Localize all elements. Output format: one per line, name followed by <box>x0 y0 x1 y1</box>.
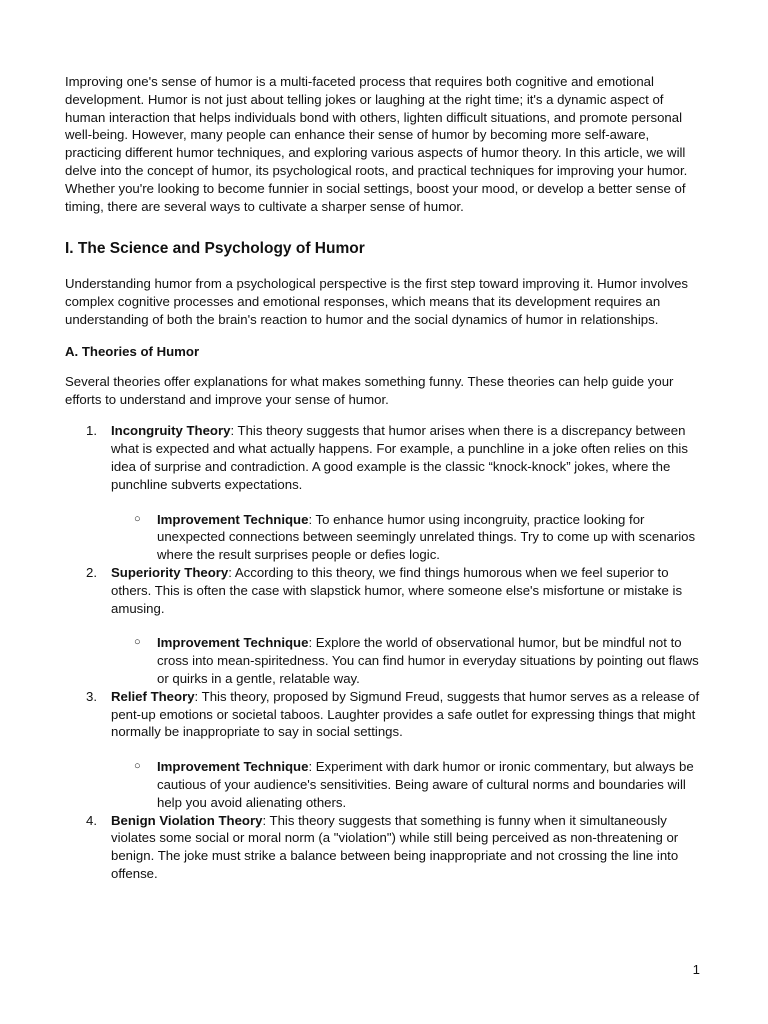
intro-paragraph: Improving one's sense of humor is a multi-faceted process that requires both cognitive and emotional development. Humor is not just about telling jokes or laughing at the right time; it's a dynamic aspect of human interaction that helps individuals bond with others, lighten difficult situations, and promote personal well-being. However, many people can enhance their sense of humor by becoming more self-aware, practicing different humor techniques, and exploring various aspects of humor theory. In this article, we will delve into the concept of humor, its psychological roots, and practical techniques for improving your humor. Whether you're looking to become funnier in social settings, boost your mood, or develop a better sense of timing, there are several ways to cultivate a sharper sense of humor. <box>65 74 688 214</box>
list-number: 1. <box>86 423 97 439</box>
bullet-icon: ○ <box>134 636 141 649</box>
improvement-tip: ○ Improvement Technique: Experiment with dark humor or ironic commentary, but always be cautious of your audience's sensitivities. Being aware of cultural norms and boundaries will help you avoid alienating others. <box>134 759 694 810</box>
bullet-icon: ○ <box>134 512 141 525</box>
subsection-heading: A. Theories of Humor <box>65 343 200 359</box>
theory-text: Benign Violation Theory: This theory suggests that something is funny when it simultaneously violates some social or moral norm (a "violation") while still being perceived as non-threatening or benign. The joke must strike a balance between being inappropriate and not crossing the line into offense. <box>111 812 679 881</box>
theory-text: Relief Theory: This theory, proposed by Sigmund Freud, suggests that humor serves as a release of pent-up emotions or societal taboos. Laughter provides a safe outlet for expressing things that might normally be inappropriate to say in social settings. <box>111 688 700 740</box>
improvement-tip: ○ Improvement Technique: Explore the world of observational humor, but be mindful not to cross into mean-spiritedness. You can find humor in everyday situations by pointing out flaws or quirks in a gentle, relatable way. <box>134 635 699 686</box>
subsection-paragraph: Several theories offer explanations for what makes something funny. These theories can help guide your efforts to understand and improve your sense of humor. <box>65 373 674 407</box>
list-item <box>65 564 705 688</box>
theory-text: Incongruity Theory: This theory suggests that humor arises when there is a discrepancy between what is expected and what actually happens. For example, a punchline in a joke often relies on this idea of surprise and contradiction. A good example is the classic “knock-knock” jokes, where the punchline subverts expectations. <box>111 423 688 492</box>
theory-text: Superiority Theory: According to this theory, we find things humorous when we feel superior to others. This is often the case with slapstick humor, where someone else's misfortune or mistake is amusing. <box>111 564 683 616</box>
theory-title: Incongruity Theory <box>111 423 231 439</box>
theory-title: Benign Violation Theory <box>111 812 263 828</box>
list-item <box>65 812 705 883</box>
section-heading: I. The Science and Psychology of Humor <box>65 240 365 258</box>
tip-label: Improvement Technique <box>157 759 309 775</box>
section-paragraph: Understanding humor from a psychological perspective is the first step toward improving it. Humor involves complex cognitive processes and emotional responses, which means that its development requires an understanding of both the brain's reaction to humor and the social dynamics of humor in relationships. <box>65 276 689 327</box>
list-number: 2. <box>86 564 97 580</box>
page-number: 1 <box>692 962 700 977</box>
theory-title: Superiority Theory <box>111 564 229 580</box>
list-item <box>65 688 705 812</box>
tip-label: Improvement Technique <box>157 511 309 527</box>
bullet-icon: ○ <box>134 760 141 773</box>
theory-title: Relief Theory <box>111 688 195 704</box>
document-page <box>65 73 705 883</box>
theories-list <box>65 422 705 882</box>
list-item <box>65 422 705 564</box>
list-number: 4. <box>86 812 97 828</box>
improvement-tip: ○ Improvement Technique: To enhance humor using incongruity, practice looking for unexpected connections between seemingly unrelated things. Try to come up with scenarios where the result surprises people or defies logic. <box>134 511 696 563</box>
tip-label: Improvement Technique <box>157 635 309 651</box>
list-number: 3. <box>86 688 97 704</box>
